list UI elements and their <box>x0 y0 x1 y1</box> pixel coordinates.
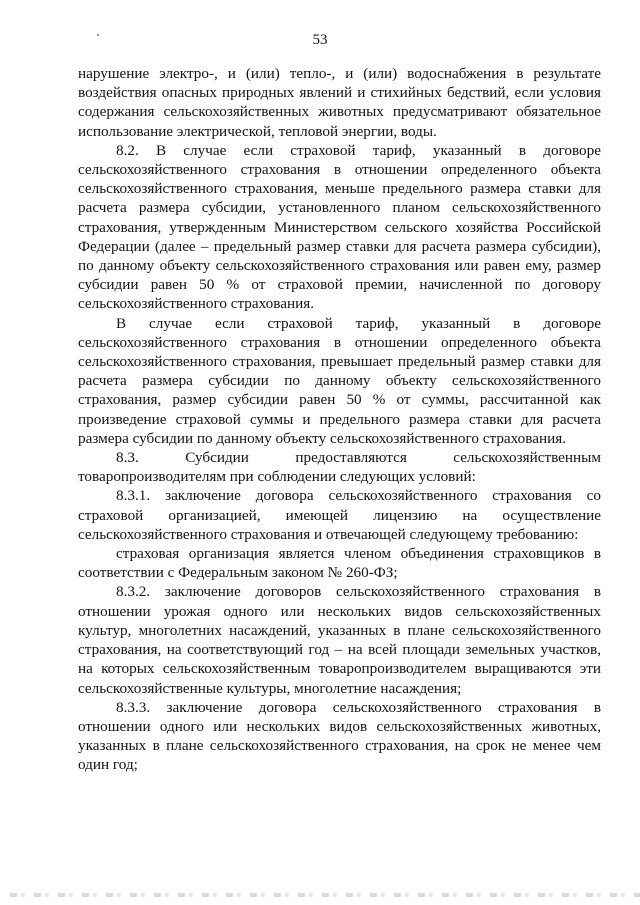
paragraph-8-3-3: 8.3.3. заключение договора сельскохозяйственного страхования в отношении одного или нескольких видов сельскохозяйственных животных, указанных в плане сельскохозяйственного страхования, на срок не менее чем один год; <box>78 698 601 774</box>
scan-edge-marks <box>10 893 640 897</box>
paragraph-8-2-second: В случае если страховой тариф, указанный в договоре сельскохозяйственного страхования в отношении определенного объекта сельскохозяйственного страхования, превышает предельный размер ставки для расчета размера субсидии по данному объекту сельскохозяйственного страхования, размер субсидии равен 50 % от суммы, рассчитанной как произведение страховой суммы и предельного размера ставки для расчета размера субсидии по данному объекту сельскохозяйственного страхования. <box>78 314 601 447</box>
page-number: 53 <box>312 32 328 48</box>
paragraph-8-3-1: 8.3.1. заключение договора сельскохозяйственного страхования со страховой организацией, имеющей лицензию на осуществление сельскохозяйственного страхования и отвечающей следующему требованию: <box>78 487 601 543</box>
paragraph-8-3: 8.3. Субсидии предоставляются сельскохозяйственным товаропроизводителям при соблюдении следующих условий: <box>78 449 601 486</box>
paragraph-8-3-2: 8.3.2. заключение договоров сельскохозяйственного страхования в отношении урожая одного или нескольких видов сельскохозяйственных культур, многолетних насаждений, указанных в плане сельскохозяйственного страхования, на соответствующий год – на всей площади земельных участков, на которых сельскохозяйственным товаропроизводителем выращиваются эти сельскохозяйственные культуры, многолетние насаждения; <box>78 583 601 697</box>
document-body <box>78 64 601 775</box>
paragraph-continuation: нарушение электро-, и (или) тепло-, и (или) водоснабжения в результате воздействия опасных природных явлений и стихийных бедствий, если условия содержания сельскохозяйственных животных предусматривают обязательное использование электрической, тепловой энергии, воды. <box>78 65 601 140</box>
paragraph-8-2: 8.2. В случае если страховой тариф, указанный в договоре сельскохозяйственного страхования в отношении определенного объекта сельскохозяйственного страхования, меньше предельного размера ставки для расчета размера субсидии, установленного планом сельскохозяйственного страхования, утвержденным Министерством сельского хозяйства Российской Федерации (далее – предельный размер ставки для расчета размера субсидии), по данному объекту сельскохозяйственного страхования или равен ему, размер субсидии равен 50 % от страховой премии, начисленной по договору сельскохозяйственного страхования. <box>78 141 601 313</box>
paragraph-8-3-1-requirement: страховая организация является членом объединения страховщиков в соответствии с Федеральным законом № 260-ФЗ; <box>78 545 601 582</box>
scan-speck <box>97 34 99 36</box>
